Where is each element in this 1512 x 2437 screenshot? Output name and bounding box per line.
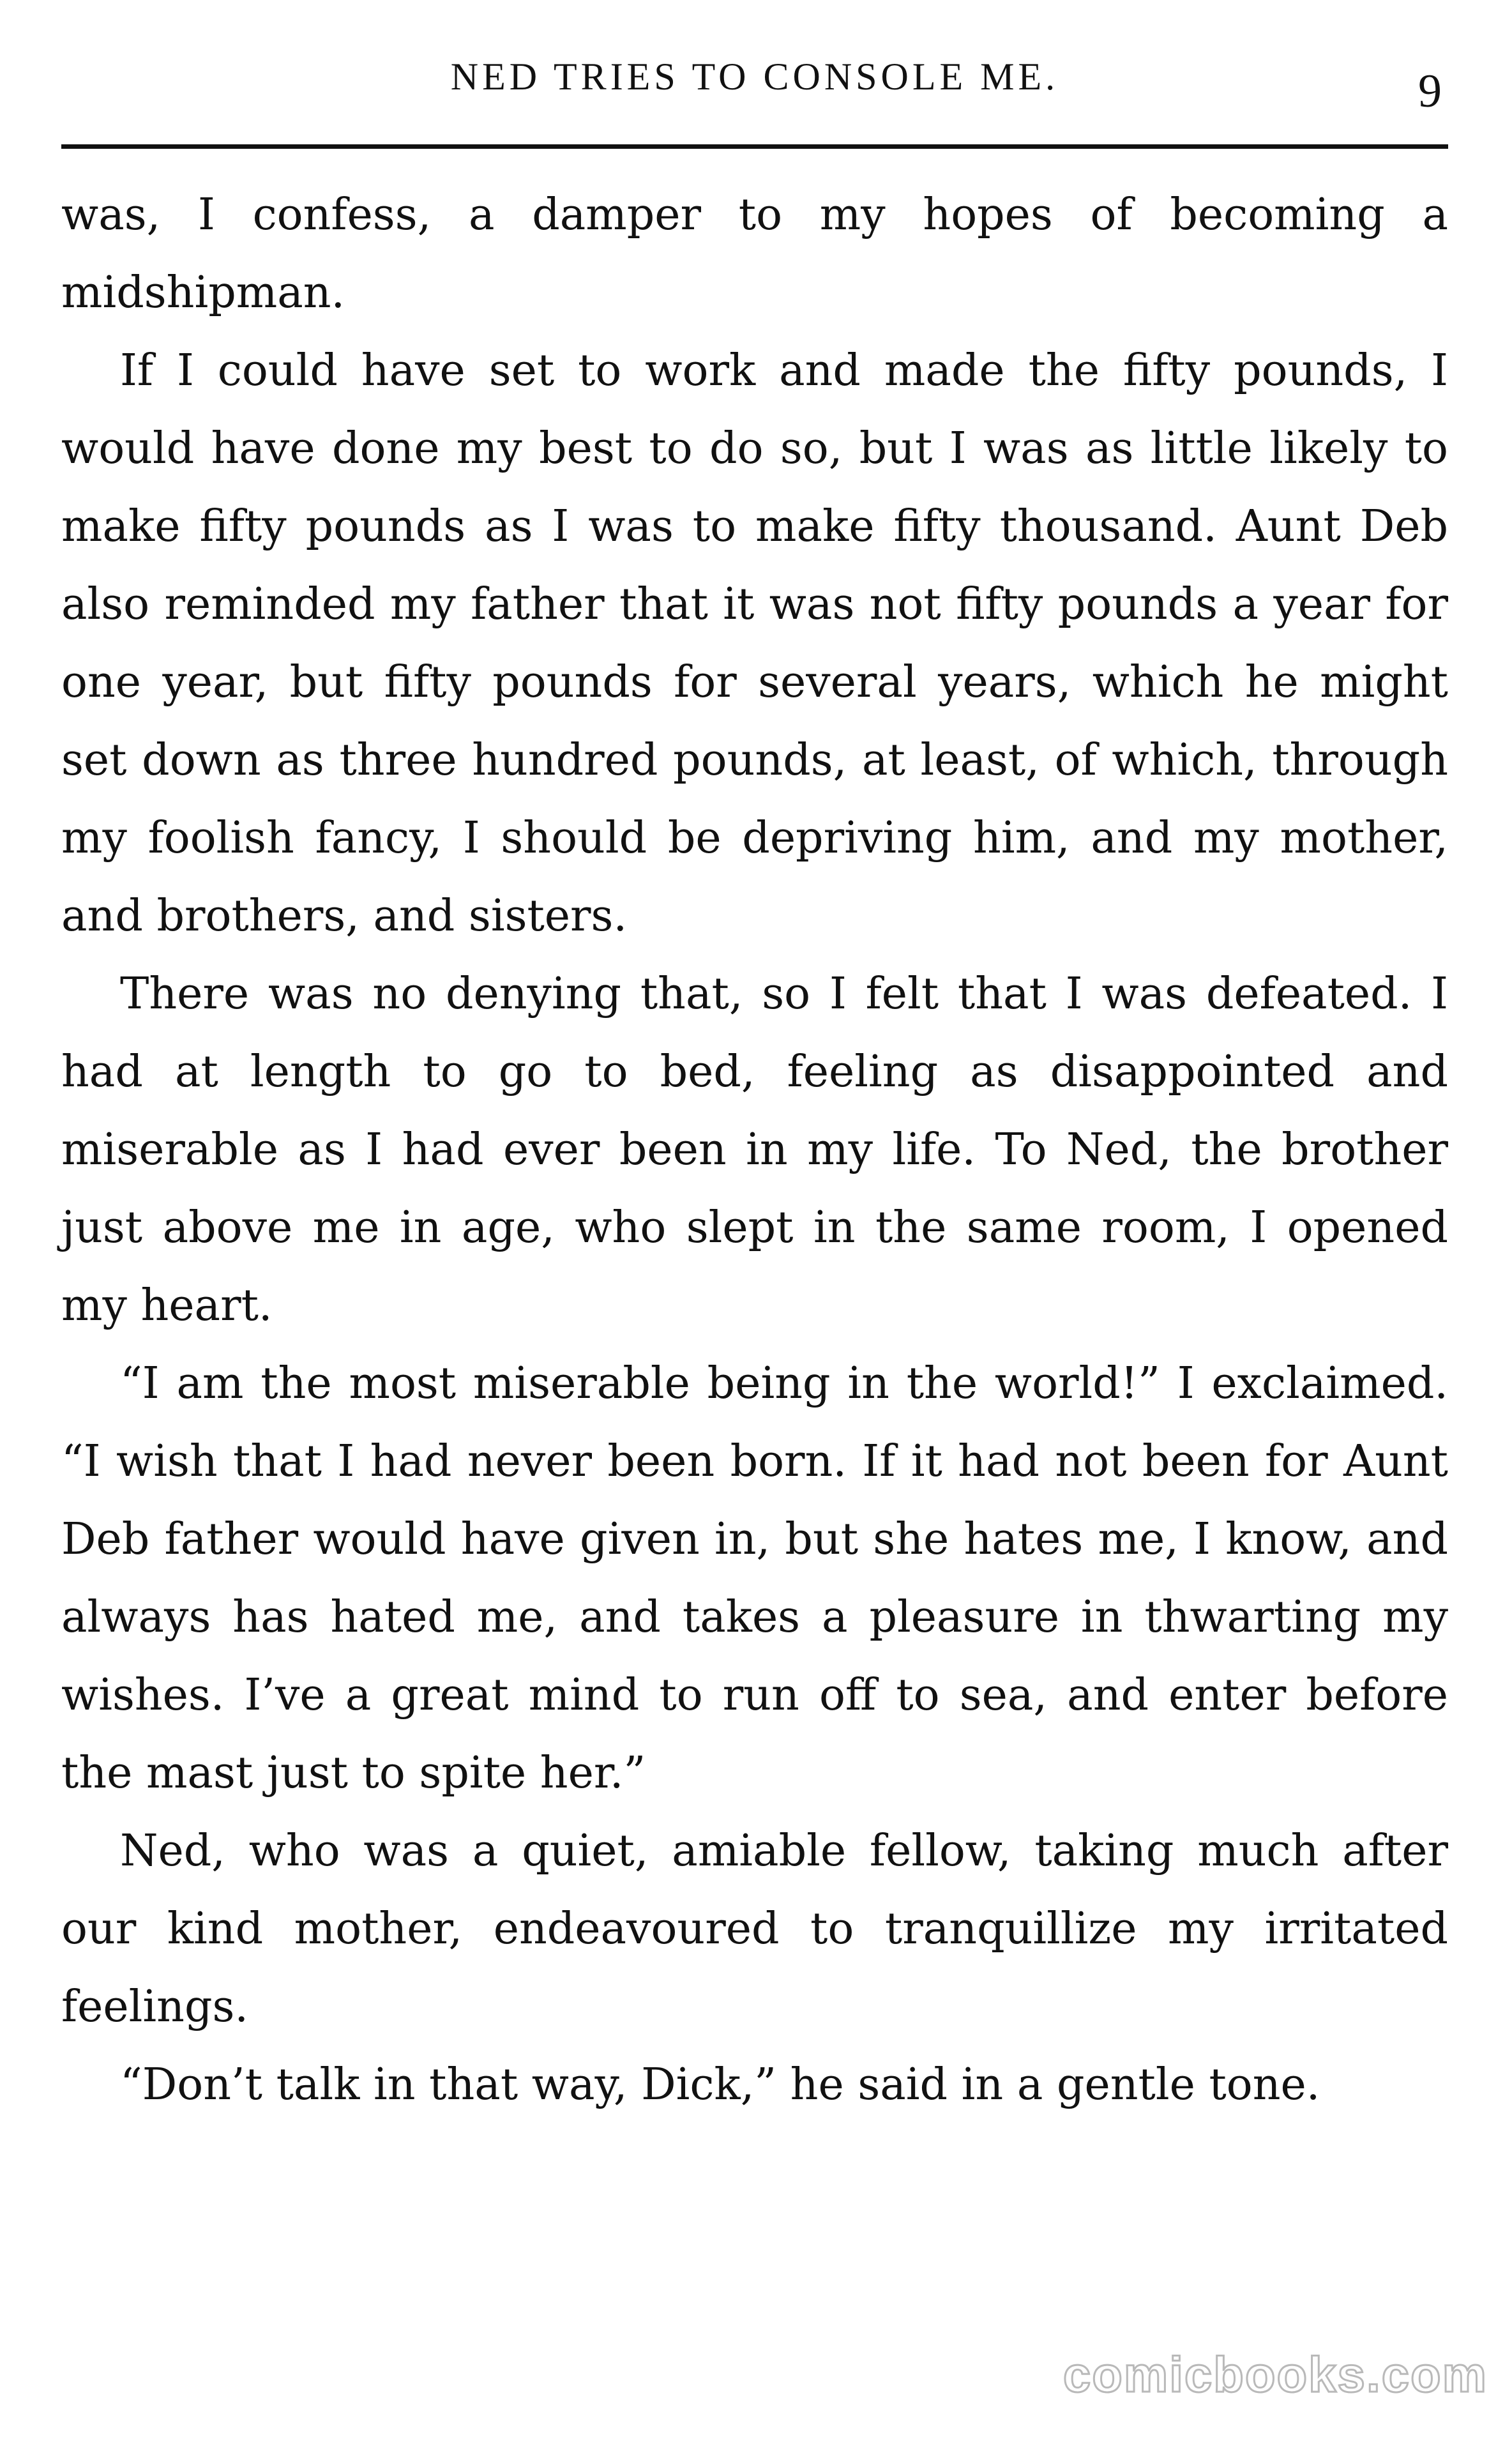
running-head bbox=[61, 54, 1448, 130]
running-title: NED TRIES TO CONSOLE ME. bbox=[450, 56, 1059, 98]
paragraph-5: Ned, who was a quiet, amiable fellow, taking much after our kind mother, endeavoured to tranquillize my irritated feelings. bbox=[61, 1826, 1448, 2032]
body-text bbox=[61, 176, 1448, 2124]
paragraph-2: If I could have set to work and made the fifty pounds, I would have done my best to do so, but I was as little likely to make fifty pounds as I was to make fifty thousand. Aunt Deb also reminded my father that it was not fifty pounds a year for one year, but fifty pounds for several years, which he might set down as three hundred pounds, at least, of which, through my foolish fancy, I should be depriving him, and my mother, and brothers, and sisters. bbox=[61, 345, 1448, 941]
paragraph-6: “Don’t talk in that way, Dick,” he said in a gentle tone. bbox=[120, 2060, 1320, 2110]
paragraph-4: “I am the most miserable being in the world!” I exclaimed. “I wish that I had never been born. If it had not been for Aunt Deb father would have given in, but she hates me, I know, and always has hated me, and takes a pleasure in thwarting my wishes. I’ve a great mind to run off to sea, and enter before the mast just to spite her.” bbox=[61, 1358, 1448, 1798]
page-number: 9 bbox=[1418, 65, 1442, 118]
paragraph-1: was, I confess, a damper to my hopes of becoming a midshipman. bbox=[61, 190, 1448, 318]
watermark: comicbooks.com bbox=[1062, 2346, 1488, 2403]
header-rule bbox=[61, 144, 1448, 149]
paragraph-3: There was no denying that, so I felt that I was defeated. I had at length to go to bed, feeling as disappointed and miserable as I had ever been in my life. To Ned, the brother just above me in age, who slept in the same room, I opened my heart. bbox=[61, 969, 1448, 1331]
